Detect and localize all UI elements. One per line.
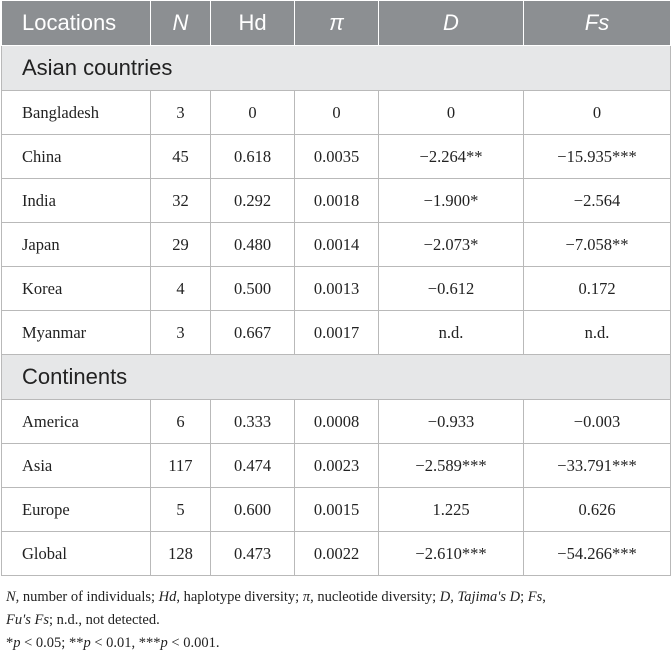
table-row [2,311,671,355]
value-cell: 0.474 [211,444,295,488]
footnote-text: , number of individuals; [15,589,159,605]
footnote-term: p [83,635,91,651]
value-cell: 0.500 [211,267,295,311]
header-pi: π [295,1,379,46]
footnote-text: ; [520,589,528,605]
footnote-text: < 0.001. [167,635,220,651]
section-row [2,46,671,91]
footnote-text: ; n.d., not detected. [48,612,160,628]
value-cell: 0 [295,91,379,135]
value-cell: 45 [151,135,211,179]
value-cell: 0.600 [211,488,295,532]
value-cell: 0.0013 [295,267,379,311]
value-cell: −0.003 [524,400,671,444]
value-cell: −0.612 [379,267,524,311]
table-footnotes [6,586,661,655]
location-cell: Myanmar [2,311,151,355]
section-row [2,355,671,400]
value-cell: −2.073* [379,223,524,267]
value-cell: −15.935*** [524,135,671,179]
footnote-text: < 0.05; ** [20,635,84,651]
location-cell: Bangladesh [2,91,151,135]
table-row [2,267,671,311]
value-cell: 0.0008 [295,400,379,444]
location-cell: America [2,400,151,444]
footnote-term: Fs [527,589,543,605]
value-cell: 32 [151,179,211,223]
footnote-abbreviations-cont [6,609,661,632]
section-title: Continents [2,355,671,400]
header-row [2,1,671,46]
location-cell: Global [2,532,151,576]
footnote-term: D [439,589,451,605]
value-cell: 0.0015 [295,488,379,532]
value-cell: 117 [151,444,211,488]
value-cell: −2.564 [524,179,671,223]
location-cell: India [2,179,151,223]
footnote-text: < 0.01, *** [90,635,161,651]
value-cell: −0.933 [379,400,524,444]
value-cell: 0 [211,91,295,135]
value-cell: −2.610*** [379,532,524,576]
table-row [2,532,671,576]
header-d: D [379,1,524,46]
header-fs: Fs [524,1,671,46]
value-cell: n.d. [379,311,524,355]
value-cell: −33.791*** [524,444,671,488]
footnote-text: , haplotype diversity; [176,589,303,605]
value-cell: 0 [379,91,524,135]
value-cell: 1.225 [379,488,524,532]
table-row [2,91,671,135]
value-cell: 0.0035 [295,135,379,179]
value-cell: n.d. [524,311,671,355]
value-cell: 0.0017 [295,311,379,355]
value-cell: 0.0022 [295,532,379,576]
table-row [2,444,671,488]
value-cell: 0.292 [211,179,295,223]
value-cell: 5 [151,488,211,532]
value-cell: 0 [524,91,671,135]
table-row [2,223,671,267]
diversity-table [1,0,671,576]
location-cell: China [2,135,151,179]
value-cell: 0.626 [524,488,671,532]
location-cell: Korea [2,267,151,311]
footnote-text: , [542,589,546,605]
table-row [2,179,671,223]
value-cell: 0.480 [211,223,295,267]
footnote-term: p [13,635,21,651]
location-cell: Japan [2,223,151,267]
footnote-text: * [6,635,14,651]
location-cell: Europe [2,488,151,532]
table-row [2,488,671,532]
value-cell: −7.058** [524,223,671,267]
table-row [2,135,671,179]
value-cell: −2.264** [379,135,524,179]
header-locations: Locations [2,1,151,46]
value-cell: 4 [151,267,211,311]
value-cell: −2.589*** [379,444,524,488]
footnote-text: , nucleotide diversity; [310,589,440,605]
footnote-term: p [160,635,168,651]
header-hd: Hd [211,1,295,46]
value-cell: 128 [151,532,211,576]
value-cell: 0.172 [524,267,671,311]
value-cell: 6 [151,400,211,444]
value-cell: 29 [151,223,211,267]
section-title: Asian countries [2,46,671,91]
footnote-term: N [6,589,16,605]
value-cell: 0.473 [211,532,295,576]
value-cell: 0.618 [211,135,295,179]
value-cell: 0.667 [211,311,295,355]
value-cell: 0.0023 [295,444,379,488]
footnote-term: Fu's Fs [6,612,49,628]
value-cell: 0.0014 [295,223,379,267]
value-cell: 0.333 [211,400,295,444]
footnote-term: Hd [158,589,177,605]
value-cell: −54.266*** [524,532,671,576]
footnote-term: Tajima's D [457,589,521,605]
value-cell: −1.900* [379,179,524,223]
footnote-text: , [450,589,458,605]
value-cell: 0.0018 [295,179,379,223]
value-cell: 3 [151,91,211,135]
header-n: N [151,1,211,46]
value-cell: 3 [151,311,211,355]
location-cell: Asia [2,444,151,488]
table-row [2,400,671,444]
footnote-abbreviations [6,586,661,609]
footnote-term: π [302,589,311,605]
